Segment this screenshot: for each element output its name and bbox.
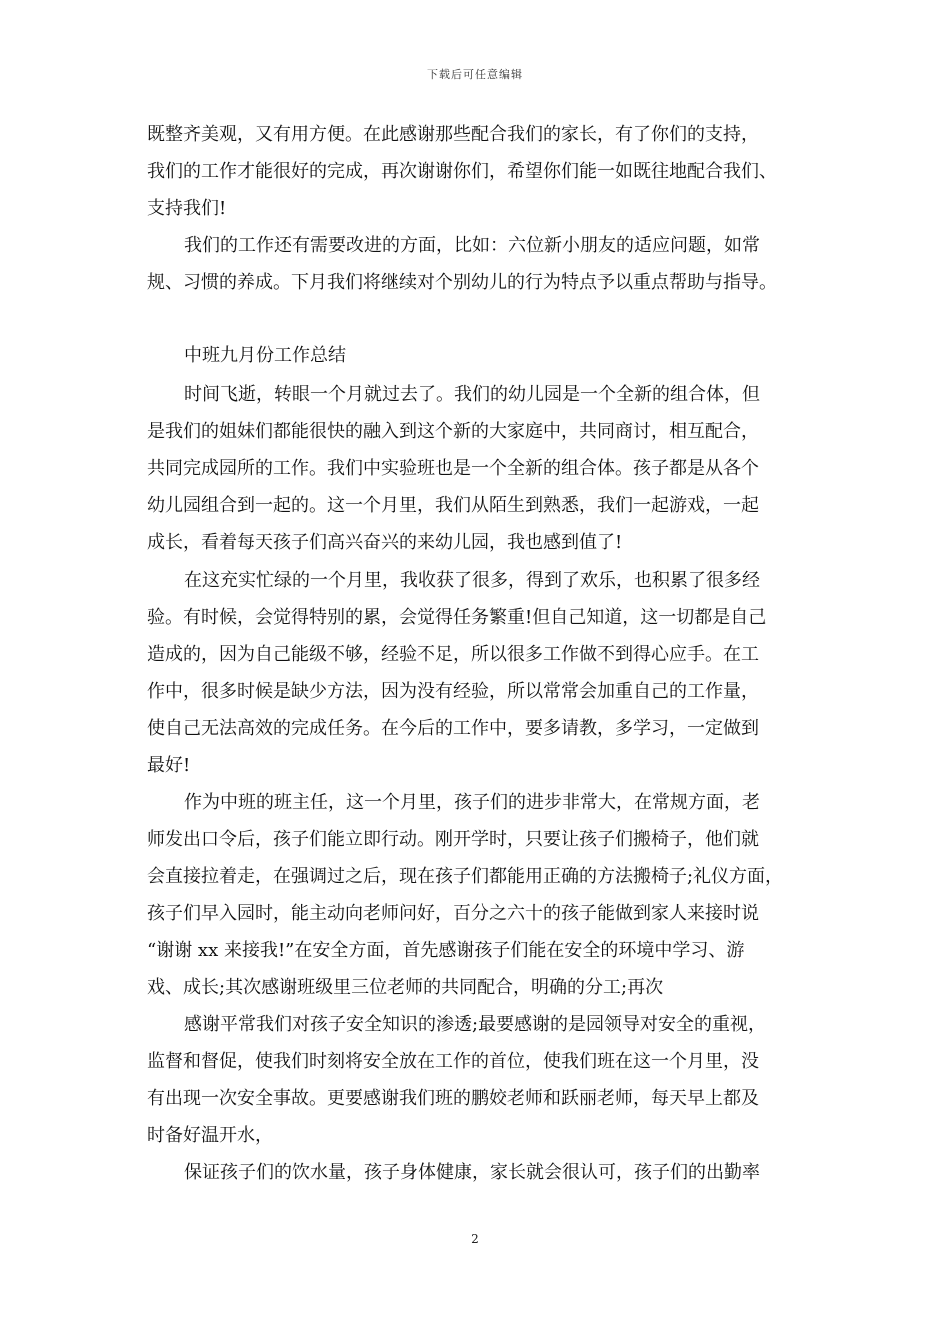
text-line: 有出现一次安全事故。更要感谢我们班的鹏姣老师和跃丽老师，每天早上都及: [147, 1088, 759, 1109]
text-line: 会直接拉着走，在强调过之后，现在孩子们都能用正确的方法搬椅子;礼仪方面，: [147, 866, 784, 887]
text-line: 监督和督促，使我们时刻将安全放在工作的首位，使我们班在这一个月里，没: [147, 1051, 759, 1072]
text-line: 共同完成园所的工作。我们中实验班也是一个全新的组合体。孩子都是从各个: [147, 458, 759, 479]
text-line: 在这充实忙绿的一个月里，我收获了很多，得到了欢乐，也积累了很多经: [184, 570, 760, 591]
section-title: 中班九月份工作总结: [184, 345, 346, 366]
text-line: 造成的，因为自己能级不够，经验不足，所以很多工作做不到得心应手。在工: [147, 644, 759, 665]
text-line: 验。有时候，会觉得特别的累，会觉得任务繁重!但自己知道，这一切都是自己: [147, 607, 767, 628]
text-line: 幼儿园组合到一起的。这一个月里，我们从陌生到熟悉，我们一起游戏，一起: [147, 495, 759, 516]
text-line: 孩子们早入园时，能主动向老师问好，百分之六十的孩子能做到家人来接时说: [147, 903, 759, 924]
text-line: 我们的工作还有需要改进的方面，比如：六位新小朋友的适应问题，如常: [184, 235, 760, 256]
text-line: 成长，看着每天孩子们高兴奋兴的来幼儿园，我也感到值了!: [147, 532, 623, 553]
text-line: 使自己无法高效的完成任务。在今后的工作中，要多请教，多学习，一定做到: [147, 718, 759, 739]
text-line: 时备好温开水，: [147, 1125, 273, 1146]
text-line: 是我们的姐妹们都能很快的融入到这个新的大家庭中，共同商讨，相互配合，: [147, 421, 759, 442]
text-line: 作为中班的班主任，这一个月里，孩子们的进步非常大，在常规方面，老: [184, 792, 760, 813]
text-line: “谢谢 xx 来接我!”在安全方面，首先感谢孩子们能在安全的环境中学习、游: [147, 940, 745, 961]
text-line: 戏、成长;其次感谢班级里三位老师的共同配合，明确的分工;再次: [147, 977, 664, 998]
text-line: 支持我们!: [147, 198, 227, 219]
text-line: 既整齐美观，又有用方便。在此感谢那些配合我们的家长，有了你们的支持，: [147, 124, 759, 145]
text-line: 作中，很多时候是缺少方法，因为没有经验，所以常常会加重自己的工作量，: [147, 681, 759, 702]
page-header: 下载后可任意编辑: [427, 68, 523, 81]
text-line: 保证孩子们的饮水量，孩子身体健康，家长就会很认可，孩子们的出勤率: [184, 1162, 760, 1183]
page-number: 2: [471, 1232, 479, 1246]
text-line: 师发出口令后，孩子们能立即行动。刚开学时，只要让孩子们搬椅子，他们就: [147, 829, 759, 850]
text-line: 规、习惯的养成。下月我们将继续对个别幼儿的行为特点予以重点帮助与指导。: [147, 272, 777, 293]
text-line: 最好!: [147, 755, 191, 776]
text-line: 感谢平常我们对孩子安全知识的渗透;最要感谢的是园领导对安全的重视，: [184, 1014, 767, 1035]
text-line: 我们的工作才能很好的完成，再次谢谢你们，希望你们能一如既往地配合我们、: [147, 161, 777, 182]
text-line: 时间飞逝，转眼一个月就过去了。我们的幼儿园是一个全新的组合体，但: [184, 384, 760, 405]
